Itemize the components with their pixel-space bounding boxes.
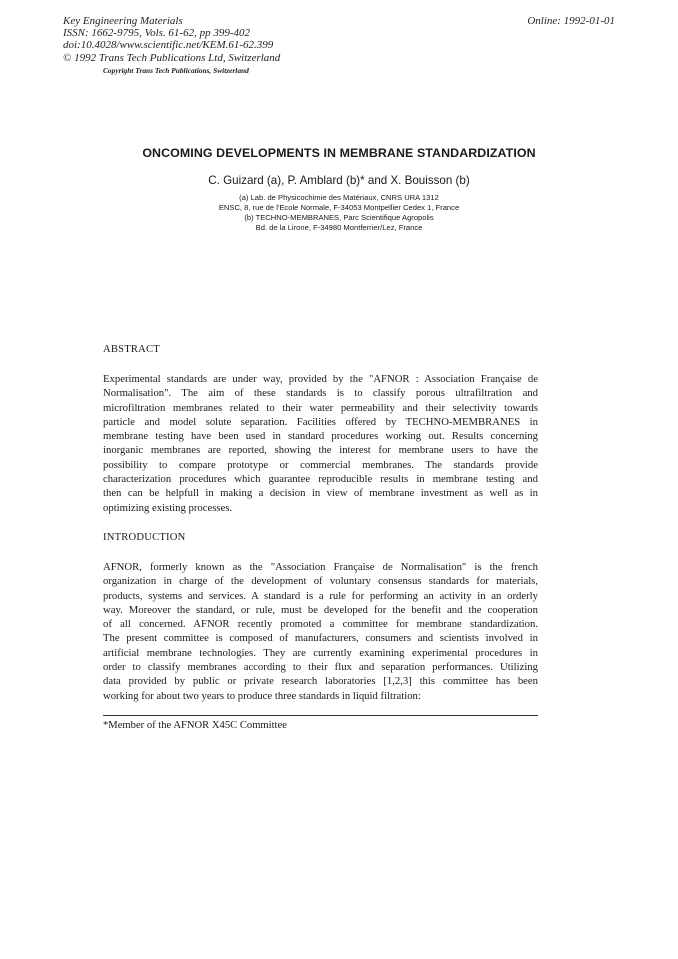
introduction-line: working for about two years to produce three standards in liquid filtration: xyxy=(103,689,421,702)
introduction-line: AFNOR, formerly known as the "Association Française de Normalisation" is the french xyxy=(103,561,538,573)
copyright-line: © 1992 Trans Tech Publications Ltd, Switzerland xyxy=(63,51,281,64)
introduction-line: The present committee is composed of manufacturers, consumers and scientists involved in xyxy=(103,632,538,645)
abstract-body xyxy=(103,372,538,515)
abstract-heading: ABSTRACT xyxy=(103,344,160,355)
abstract-line: microfiltration membranes related to their water permeability and their selectivity towards xyxy=(103,401,538,414)
abstract-line: optimizing existing processes. xyxy=(103,501,233,514)
abstract-line: then can be helpfull in making a decision in view of membrane investment as well as in xyxy=(103,487,538,500)
introduction-body xyxy=(103,560,538,703)
online-date: Online: 1992-01-01 xyxy=(527,15,615,27)
introduction-line: organization in charge of the development of voluntary consensus standards for materials, xyxy=(103,575,538,588)
footnote: *Member of the AFNOR X45C Committee xyxy=(103,720,287,731)
abstract-line: characterization procedures which guarantee reproducible results in membrane testing and xyxy=(103,473,538,486)
abstract-line: possibility to compare prototype or commercial membranes. The standards provide xyxy=(103,458,538,471)
introduction-line: of all concerned. AFNOR recently promoted a committee for membrane standardization. xyxy=(103,618,538,631)
copyright-note: Copyright Trans Tech Publications, Switzerland xyxy=(103,65,249,75)
footnote-divider xyxy=(103,715,538,716)
paper-title: ONCOMING DEVELOPMENTS IN MEMBRANE STANDARDIZATION xyxy=(142,146,536,160)
affiliation-line: (b) TECHNO-MEMBRANES, Parc Scientifique Agropolis xyxy=(244,213,434,223)
affiliation-line: (a) Lab. de Physicochimie des Matériaux, CNRS URA 1312 xyxy=(239,193,439,202)
introduction-line: data provided by public or private research laboratories [1,2,3] this committee has been xyxy=(103,675,538,688)
affiliation-line: Bd. de la Lirone, F-34980 Montferrier/Lez, France xyxy=(255,223,423,233)
abstract-line: Experimental standards are under way, provided by the "AFNOR : Association Française de xyxy=(103,373,538,385)
introduction-line: order to classify membranes according to their flux and separation performances. Utilizing xyxy=(103,661,538,674)
abstract-line: inorganic membranes are reported, showing the interest for membrane users to have the xyxy=(103,444,538,457)
abstract-line: particle and model solute separation. Facilities offered by TECHNO-MEMBRANES in xyxy=(103,415,538,428)
paper-authors: C. Guizard (a), P. Amblard (b)* and X. Bouisson (b) xyxy=(208,174,470,187)
abstract-line: Normalisation". The aim of these standards is to classify porous ultrafiltration and xyxy=(103,387,538,400)
introduction-heading: INTRODUCTION xyxy=(103,532,186,543)
journal-name: Key Engineering Materials xyxy=(63,15,183,27)
introduction-line: products, systems and services. A standard is a rule for performing an activity in an orderly xyxy=(103,589,538,602)
affiliations xyxy=(0,193,678,233)
abstract-line: membrane testing have been used in standard procedures working out. Results concerning xyxy=(103,430,538,443)
journal-header xyxy=(63,15,280,76)
issn-line: ISSN: 1662-9795, Vols. 61-62, pp 399-402 xyxy=(63,27,250,40)
doi-line: doi:10.4028/www.scientific.net/KEM.61-62.399 xyxy=(63,39,274,52)
introduction-line: way. Moreover the standard, or rule, must be developed for the benefit and the cooperation xyxy=(103,603,538,616)
introduction-line: artificial membrane technologies. They are currently examining experimental procedures in xyxy=(103,646,538,659)
affiliation-line: ENSC, 8, rue de l'Ecole Normale, F-34053 Montpellier Cedex 1, France xyxy=(218,203,460,213)
